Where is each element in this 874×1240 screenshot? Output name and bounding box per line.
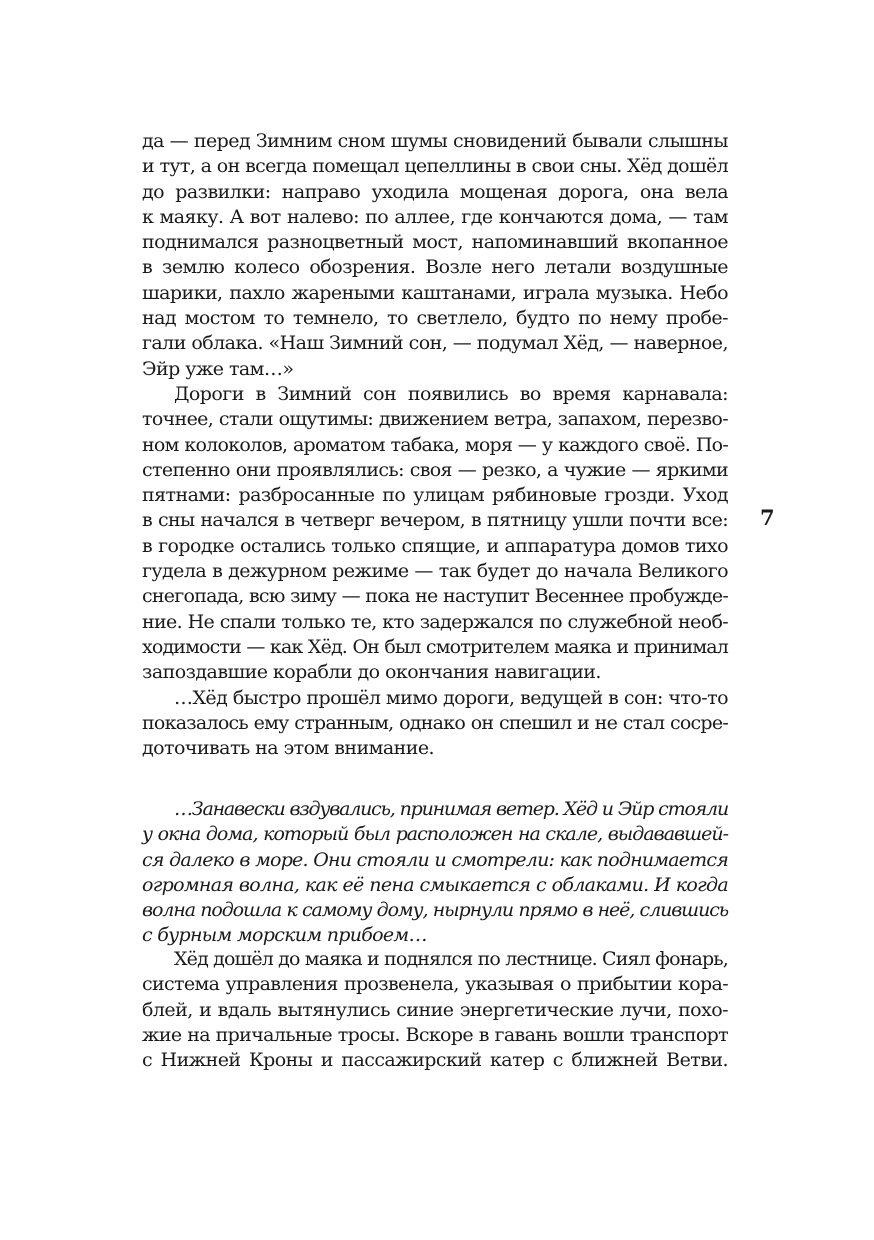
text-line: система управления прозвенела, указывая о прибытии кора- (142, 973, 728, 996)
text-line: и тут, а он всегда помещал цепеллины в свои сны. Хёд дошёл (142, 155, 728, 178)
text-line: в сны начался в четверг вечером, в пятницу ушли почти все: (142, 509, 728, 532)
body-text-section-3 (142, 947, 728, 1073)
text-line: шарики, пахло жареными каштанами, играла музыка. Небо (142, 281, 728, 304)
body-text-section-1 (142, 129, 728, 761)
text-line: с бурным морским прибоем… (142, 924, 427, 947)
text-line: гудела в дежурном режиме — так будет до начала Великого (142, 560, 728, 583)
text-line: до развилки: направо уходила мощеная дорога, она вела (142, 180, 728, 203)
text-line: снегопада, всю зиму — пока не наступит Весеннее пробужде- (142, 585, 728, 608)
text-line: …Хёд быстро прошёл мимо дороги, ведущей в сон: что-то (174, 686, 728, 709)
text-line: жие на причальные тросы. Вскоре в гавань вошли транспорт (142, 1023, 728, 1046)
text-line: точнее, стали ощутимы: движением ветра, запахом, перезво- (142, 408, 728, 431)
text-line: ном колоколов, ароматом табака, моря — у каждого своё. По- (142, 433, 728, 456)
text-line: доточивать на этом внимание. (142, 737, 435, 760)
text-line: гали облака. «Наш Зимний сон, — подумал Хёд, — наверное, (142, 332, 728, 355)
italic-dream-passage (142, 797, 728, 949)
text-line: огромная волна, как её пена смыкается с облаками. И когда (142, 873, 728, 896)
text-line: с Нижней Кроны и пассажирский катер с ближней Ветви. (142, 1049, 728, 1072)
text-line: в городке остались только спящие, и аппаратура домов тихо (142, 534, 728, 557)
text-line: блей, и вдаль вытянулись синие энергетические лучи, похо- (142, 998, 728, 1021)
text-line: у окна дома, который был расположен на скале, выдававшей- (142, 823, 728, 846)
text-line: пятнами: разбросанные по улицам рябиновые грозди. Уход (142, 484, 728, 507)
text-line: показалось ему странным, однако он спешил и не стал сосре- (142, 711, 728, 734)
text-line: поднимался разноцветный мост, напоминавший вкопанное (142, 231, 728, 254)
text-line: ходимости — как Хёд. Он был смотрителем маяка и принимал (142, 635, 728, 658)
text-line: ние. Не спали только те, кто задержался по служебной необ- (142, 610, 728, 633)
text-line: Хёд дошёл до маяка и поднялся по лестнице. Сиял фонарь, (174, 948, 728, 970)
text-line: к маяку. А вот налево: по аллее, где кончаются дома, — там (142, 205, 728, 228)
text-line: Дороги в Зимний сон появились во время карнавала: (174, 382, 728, 405)
text-line: запоздавшие корабли до окончания навигации. (142, 661, 601, 684)
text-line: …Занавески вздувались, принимая ветер. Хёд и Эйр стояли (174, 798, 728, 820)
text-line: Эйр уже там…» (142, 357, 294, 380)
text-line: над мостом то темнело, то светлело, будто по нему пробе- (142, 307, 728, 330)
text-line: волна подошла к самому дому, нырнули прямо в неё, слившись (142, 899, 728, 922)
text-line: ся далеко в море. Они стояли и смотрели: как поднимается (142, 848, 728, 871)
text-line: в землю колесо обозрения. Возле него летали воздушные (142, 256, 728, 279)
text-line: степенно они проявлялись: своя — резко, а чужие — яркими (142, 458, 728, 481)
text-line: да — перед Зимним сном шумы сновидений бывали слышны (142, 130, 728, 152)
page-number: 7 (760, 505, 775, 530)
